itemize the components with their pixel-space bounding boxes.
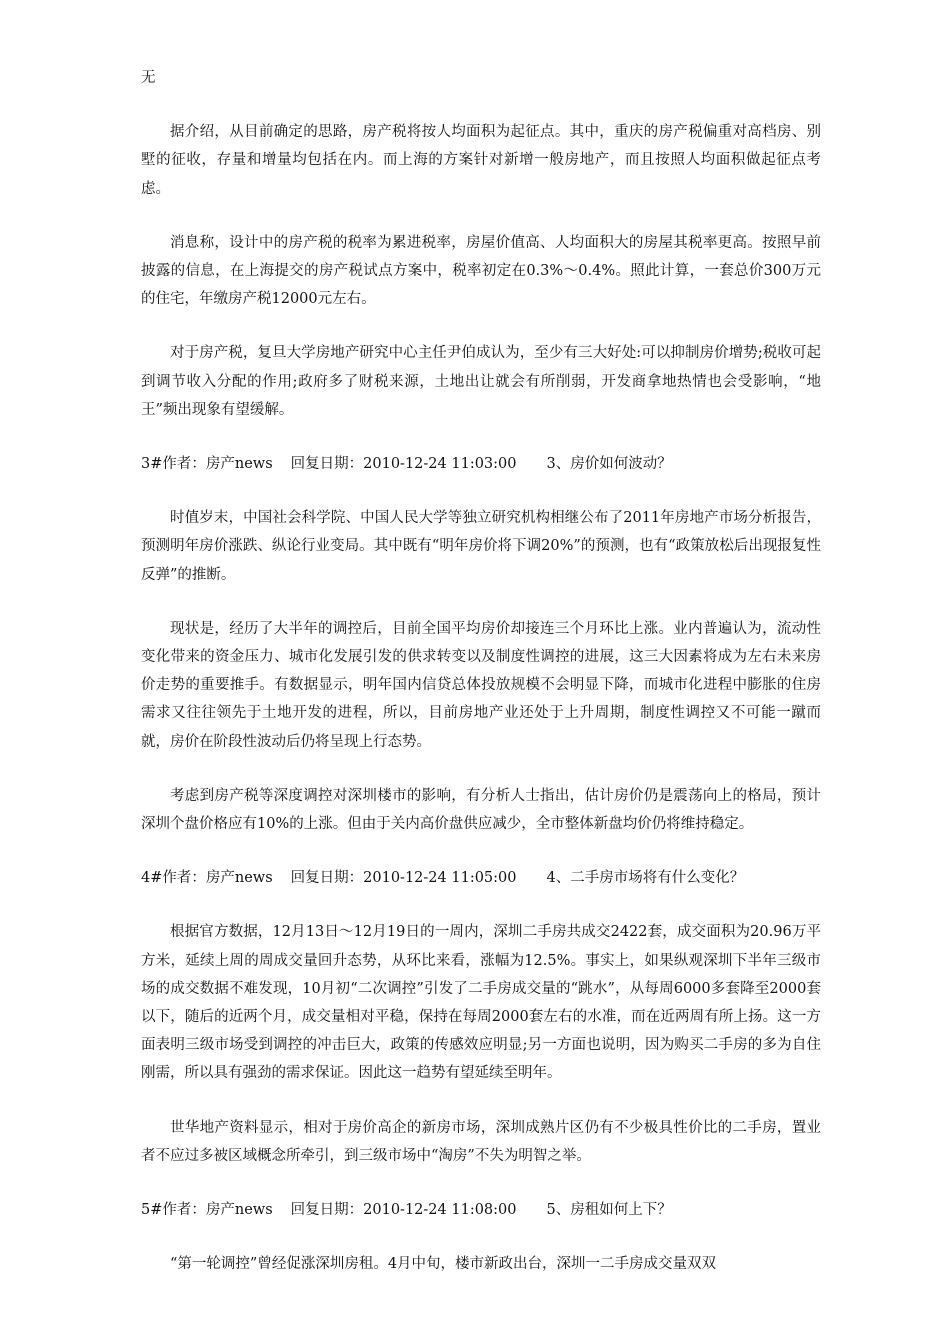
reply-title: 3、房价如何波动？ (546, 456, 672, 473)
reply-floor: 5# (141, 1202, 163, 1219)
reply-date: 回复日期：2010-12-24 11:03:00 (290, 456, 517, 473)
paragraph: 现状是，经历了大半年的调控后，目前全国平均房价却接连三个月环比上涨。业内普遍认为，流动性变化带来的资金压力、城市化发展引发的供求转变以及制度性调控的进展，这三大因素将成为左右未来房价走势的重要推手。有数据显示，明年国内信贷总体投放规模不会明显下降，而城市化进程中膨胀的住房需求又往往领先于土地开发的进程，所以，目前房地产业还处于上升周期，制度性调控又不可能一蹴而就，房价在阶段性波动后仍将呈现上行态势。 (141, 620, 821, 750)
reply-author: 作者：房产news (162, 870, 273, 887)
reply-header (141, 1196, 821, 1224)
reply-author: 作者：房产news (162, 1202, 273, 1219)
reply-date: 回复日期：2010-12-24 11:08:00 (290, 1202, 517, 1219)
paragraph: 考虑到房产税等深度调控对深圳楼市的影响，有分析人士指出，估计房价仍是震荡向上的格局，预计深圳个盘价格应有10%的上涨。但由于关内高价盘供应减少，全市整体新盘均价仍将维持稳定。 (141, 787, 821, 833)
paragraph: “第一轮调控”曾经促涨深圳房租。4月中旬，楼市新政出台，深圳一二手房成交量双双 (170, 1256, 717, 1273)
paragraph: 根据官方数据，12月13日～12月19日的一周内，深圳二手房共成交2422套，成交面积为20.96万平方米，延续上周的周成交量回升态势，从环比来看，涨幅为12.5%。事实上，如果纵观深圳下半年三级市场的成交数据不难发现，10月初“二次调控”引发了二手房成交量的“跳水”，从每周6000多套降至2000套以下，随后的近两个月，成交量相对平稳，保持在每周2000套左右的水准，而在近两周有所上扬。这一方面表明三级市场受到调控的冲击巨大，政策的传感效应明显;另一方面也说明，因为购买二手房的多为自住刚需，所以具有强劲的需求保证。因此这一趋势有望延续至明年。 (141, 924, 821, 1082)
paragraph: 世华地产资料显示，相对于房价高企的新房市场，深圳成熟片区仍有不少极具性价比的二手房，置业者不应过多被区域概念所牵引，到三级市场中“淘房”不失为明智之举。 (141, 1119, 821, 1164)
reply-author: 作者：房产news (162, 456, 273, 473)
reply-floor: 4# (141, 870, 163, 887)
reply-header (141, 864, 821, 892)
paragraph: 时值岁末，中国社会科学院、中国人民大学等独立研究机构相继公布了2011年房地产市场分析报告，预测明年房价涨跌、纵论行业变局。其中既有“明年房价将下调20%”的预测，也有“政策放松后出现报复性反弹”的推断。 (141, 510, 821, 583)
reply-title: 5、房租如何上下？ (546, 1202, 672, 1219)
reply-date: 回复日期：2010-12-24 11:05:00 (290, 870, 517, 887)
reply-header (141, 450, 821, 478)
paragraph: 据介绍，从目前确定的思路，房产税将按人均面积为起征点。其中，重庆的房产税偏重对高档房、别墅的征收，存量和增量均包括在内。而上海的方案针对新增一般房地产，而且按照人均面积做起征点考虑。 (141, 124, 821, 197)
paragraph: 消息称，设计中的房产税的税率为累进税率，房屋价值高、人均面积大的房屋其税率更高。按照早前披露的信息，在上海提交的房产税试点方案中，税率初定在0.3%～0.4%。照此计算，一套总价300万元的住宅，年缴房产税12000元左右。 (141, 234, 821, 308)
reply-floor: 3# (141, 456, 163, 473)
reply-title: 4、二手房市场将有什么变化？ (546, 870, 745, 887)
document-page (141, 64, 821, 1279)
intro-text: 无 (141, 70, 156, 86)
paragraph: 对于房产税，复旦大学房地产研究中心主任尹伯成认为，至少有三大好处:可以抑制房价增势;税收可起到调节收入分配的作用;政府多了财税来源，土地出让就会有所削弱，开发商拿地热情也会受影响，“地王”频出现象有望缓解。 (141, 345, 821, 418)
